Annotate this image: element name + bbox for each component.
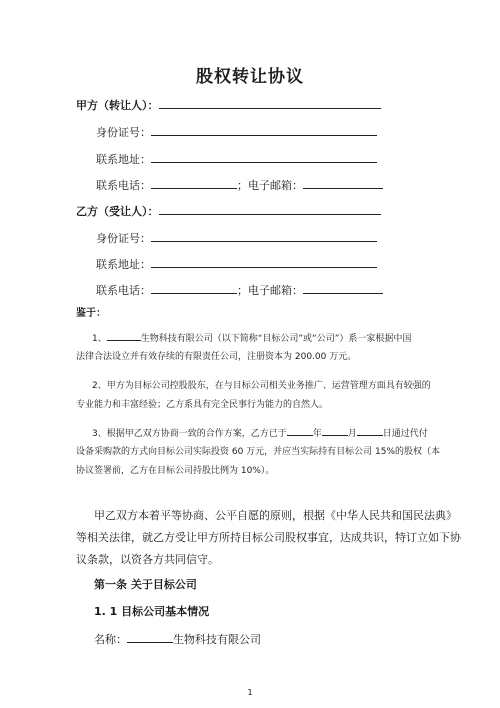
clause-3-line-1	[92, 425, 428, 443]
party-b-row	[76, 203, 381, 219]
clause-3-line-3: 协议签署前，乙方在目标公司持股比例为 10%）。	[76, 466, 275, 476]
clause-3-line-2: 设备采购款的方式向目标公司实际投资 60 万元，并应当实际持有目标公司 15%的股权（本	[76, 447, 441, 457]
intro-line-3: 议条款，以资各方共同信守。	[76, 553, 219, 566]
whereas-heading: 鉴于：	[76, 308, 106, 319]
clause-2-line-2: 专业能力和丰富经验；乙方系具有完全民事行为能力的自然人。	[76, 400, 329, 410]
party-b-address-row	[96, 256, 377, 272]
intro-line-1: 甲乙双方本着平等协商、公平自愿的原则，根据《中华人民共和国民法典》	[94, 509, 457, 522]
party-b-address-label: 联系地址：	[96, 258, 151, 271]
clause-3-month: 月	[347, 429, 357, 439]
intro-line-2: 等相关法律，就乙方受让甲方所持目标公司股权事宜，达成共识，特订立如下协	[76, 531, 461, 544]
clause-3-text-post: 日通过代付	[382, 429, 428, 439]
party-b-id-label: 身份证号：	[96, 232, 151, 245]
clause-2-line-1: 2、甲方为目标公司控股股东，在与目标公司相关业务推广、运营管理方面具有较强的	[92, 381, 431, 391]
page-number: 1	[247, 688, 253, 697]
party-a-id-label: 身份证号：	[96, 126, 151, 139]
party-b-email-label: ；电子邮箱：	[237, 284, 303, 297]
party-b-id-row	[96, 230, 377, 246]
document-title: 股权转让协议	[196, 67, 304, 87]
party-b-id-blank	[151, 230, 377, 242]
section-1-1-heading: 1. 1 目标公司基本情况	[94, 605, 210, 618]
clause-3-year-blank	[287, 426, 313, 436]
clause-1-line-2: 法律合法设立并有效存续的有限责任公司，注册资本为 200.00 万元。	[76, 352, 357, 362]
party-b-address-blank	[151, 256, 377, 268]
clause-3-month-blank	[322, 426, 348, 436]
company-name-blank	[127, 631, 173, 643]
party-b-name-blank	[159, 203, 381, 215]
party-a-phone-label: 联系电话：	[96, 179, 151, 192]
party-b-label: 乙方（受让人）：	[76, 205, 159, 218]
party-b-phone-blank	[151, 282, 237, 294]
party-a-row	[76, 97, 381, 113]
clause-1-company-blank	[107, 331, 141, 341]
party-a-address-label: 联系地址：	[96, 153, 151, 166]
party-a-email-label: ；电子邮箱：	[237, 179, 303, 192]
party-a-phone-blank	[151, 177, 237, 189]
party-a-address-row	[96, 151, 377, 167]
party-a-phone-row	[96, 177, 383, 193]
article-1-heading: 第一条 关于目标公司	[94, 578, 197, 591]
party-a-name-blank	[159, 97, 381, 109]
company-name-suffix: 生物科技有限公司	[173, 633, 261, 646]
party-b-phone-label: 联系电话：	[96, 284, 151, 297]
party-a-address-blank	[151, 151, 377, 163]
company-name-row	[94, 631, 261, 647]
party-a-label: 甲方（转让人）：	[76, 99, 159, 112]
clause-1-line-1	[92, 330, 411, 348]
company-name-label: 名称：	[94, 633, 127, 646]
party-a-email-blank	[303, 177, 383, 189]
clause-1-text: 生物科技有限公司（以下简称“目标公司”或“公司”）系一家根据中国	[140, 334, 412, 344]
clause-3-day-blank	[357, 426, 383, 436]
party-a-id-blank	[151, 124, 377, 136]
clause-3-text-pre: 3、根据甲乙双方协商一致的合作方案，乙方已于	[92, 429, 287, 439]
clause-3-year: 年	[312, 429, 322, 439]
party-b-email-blank	[303, 282, 383, 294]
clause-1-number: 1、	[92, 334, 107, 344]
party-b-phone-row	[96, 282, 383, 298]
party-a-id-row	[96, 124, 377, 140]
